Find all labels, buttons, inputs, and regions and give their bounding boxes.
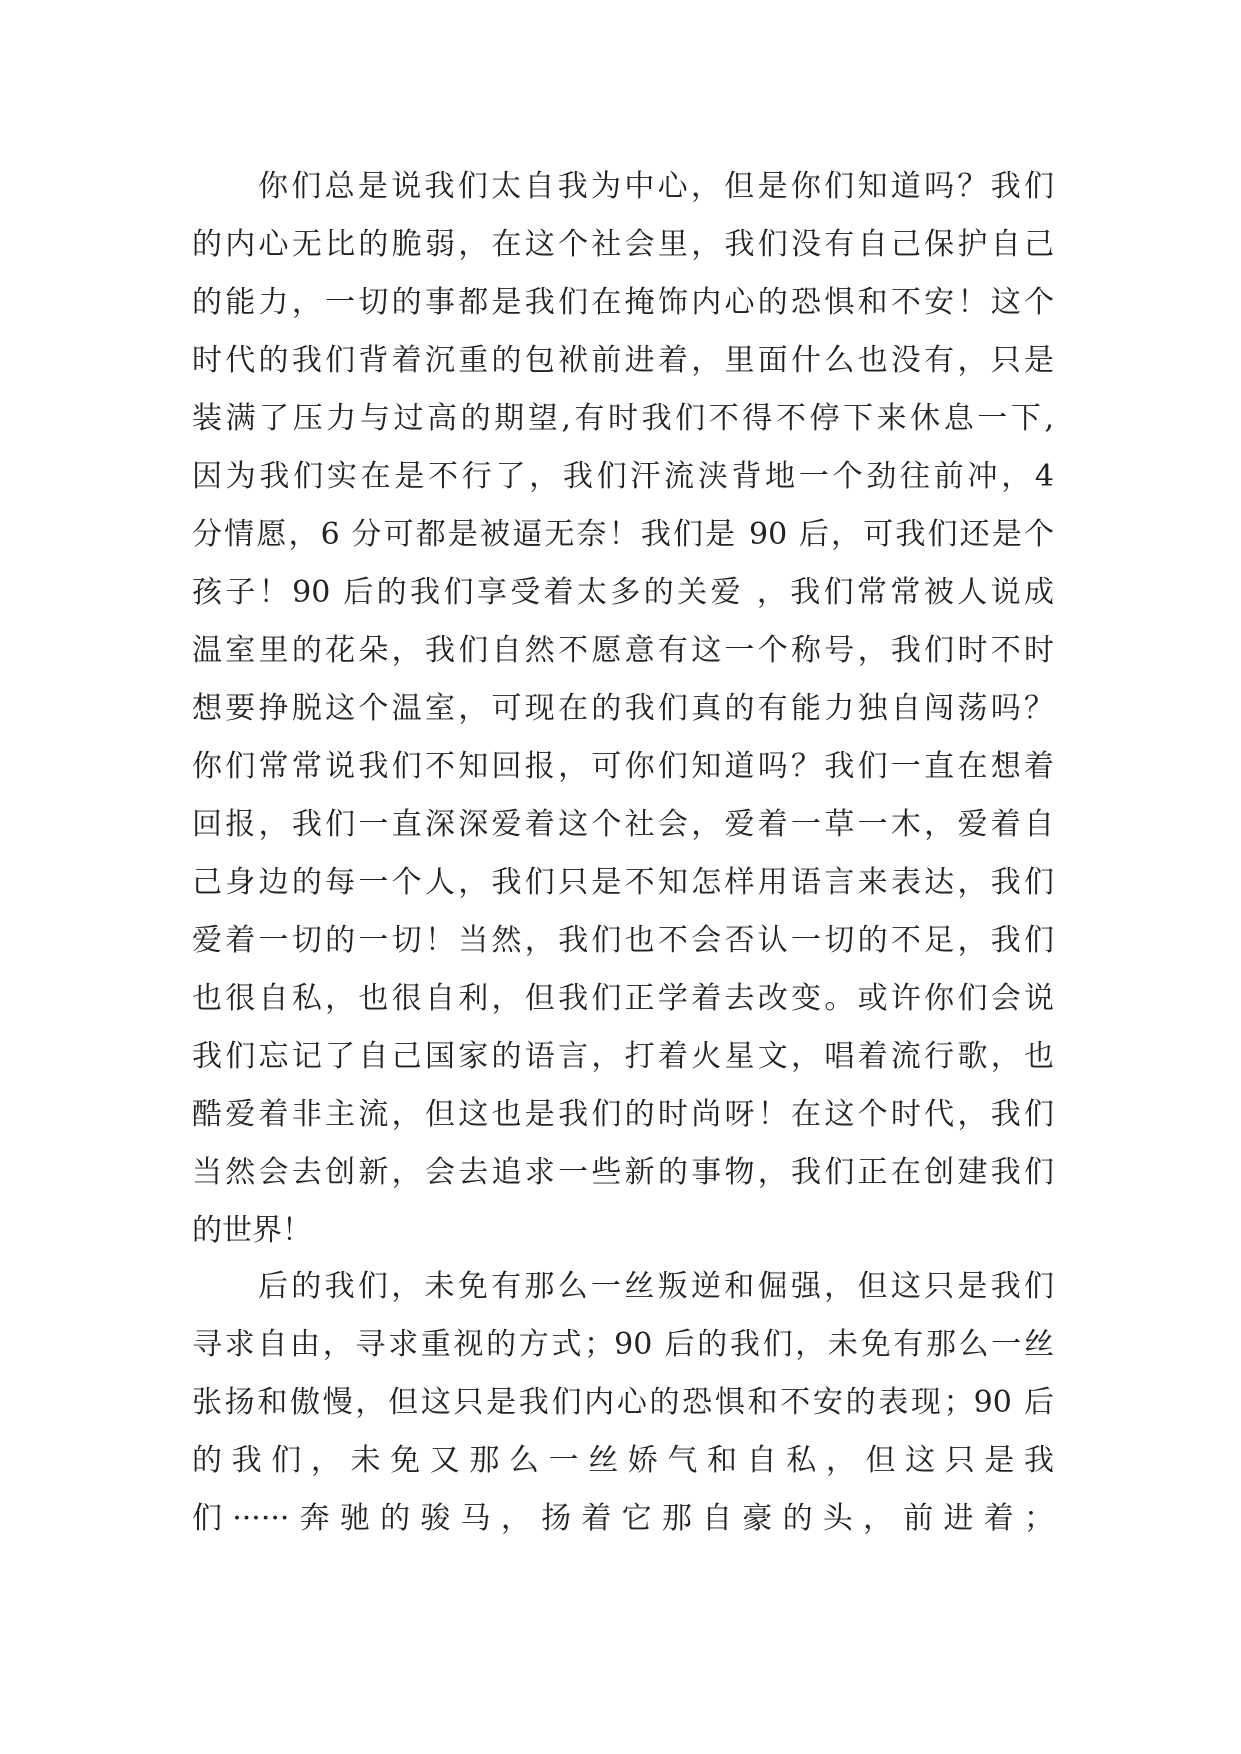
paragraph-1 (192, 158, 1054, 1260)
paragraph-line: 己身边的每一个人，我们只是不知怎样用语言来表达，我们 (192, 865, 1054, 900)
paragraph-line: 温室里的花朵，我们自然不愿意有这一个称号，我们时不时 (192, 633, 1054, 668)
paragraph-line: 分情愿，6 分可都是被逼无奈！我们是 90 后，可我们还是个 (192, 517, 1054, 552)
paragraph-line: 的世界！ (192, 1213, 312, 1248)
paragraph-line: 的能力，一切的事都是我们在掩饰内心的恐惧和不安！这个 (192, 285, 1054, 320)
paragraph-line: 后的我们，未免有那么一丝叛逆和倔强，但这只是我们 (258, 1269, 1054, 1304)
paragraph-line: 爱着一切的一切！当然，我们也不会否认一切的不足，我们 (192, 923, 1054, 958)
paragraph-line: 也很自私，也很自利，但我们正学着去改变。或许你们会说 (192, 981, 1054, 1016)
paragraph-line: 因为我们实在是不行了，我们汗流浃背地一个劲往前冲，4 (192, 459, 1054, 494)
paragraph-2 (192, 1258, 1054, 1548)
paragraph-line: 寻求自由，寻求重视的方式；90 后的我们，未免有那么一丝 (192, 1327, 1054, 1362)
paragraph-line: 想要挣脱这个温室，可现在的我们真的有能力独自闯荡吗？ (192, 691, 1054, 726)
paragraph-line: 酷爱着非主流，但这也是我们的时尚呀！在这个时代，我们 (192, 1097, 1054, 1132)
paragraph-line: 们······奔驰的骏马，扬着它那自豪的头，前进着； (192, 1501, 1054, 1536)
paragraph-line: 当然会去创新，会去追求一些新的事物，我们正在创建我们 (192, 1155, 1054, 1190)
paragraph-line: 装满了压力与过高的期望,有时我们不得不停下来休息一下, (192, 401, 1054, 436)
paragraph-line: 你们总是说我们太自我为中心，但是你们知道吗？我们 (258, 169, 1054, 204)
paragraph-line: 张扬和傲慢，但这只是我们内心的恐惧和不安的表现；90 后 (192, 1385, 1054, 1420)
paragraph-line: 你们常常说我们不知回报，可你们知道吗？我们一直在想着 (192, 749, 1054, 784)
paragraph-line: 的我们，未免又那么一丝娇气和自私，但这只是我 (192, 1443, 1054, 1478)
paragraph-line: 的内心无比的脆弱，在这个社会里，我们没有自己保护自己 (192, 227, 1054, 262)
paragraph-line: 孩子！90 后的我们享受着太多的关爱 ，我们常常被人说成 (192, 575, 1054, 610)
paragraph-line: 回报，我们一直深深爱着这个社会，爱着一草一木，爱着自 (192, 807, 1054, 842)
paragraph-line: 我们忘记了自己国家的语言，打着火星文，唱着流行歌，也 (192, 1039, 1054, 1074)
paragraph-line: 时代的我们背着沉重的包袱前进着，里面什么也没有，只是 (192, 343, 1054, 378)
